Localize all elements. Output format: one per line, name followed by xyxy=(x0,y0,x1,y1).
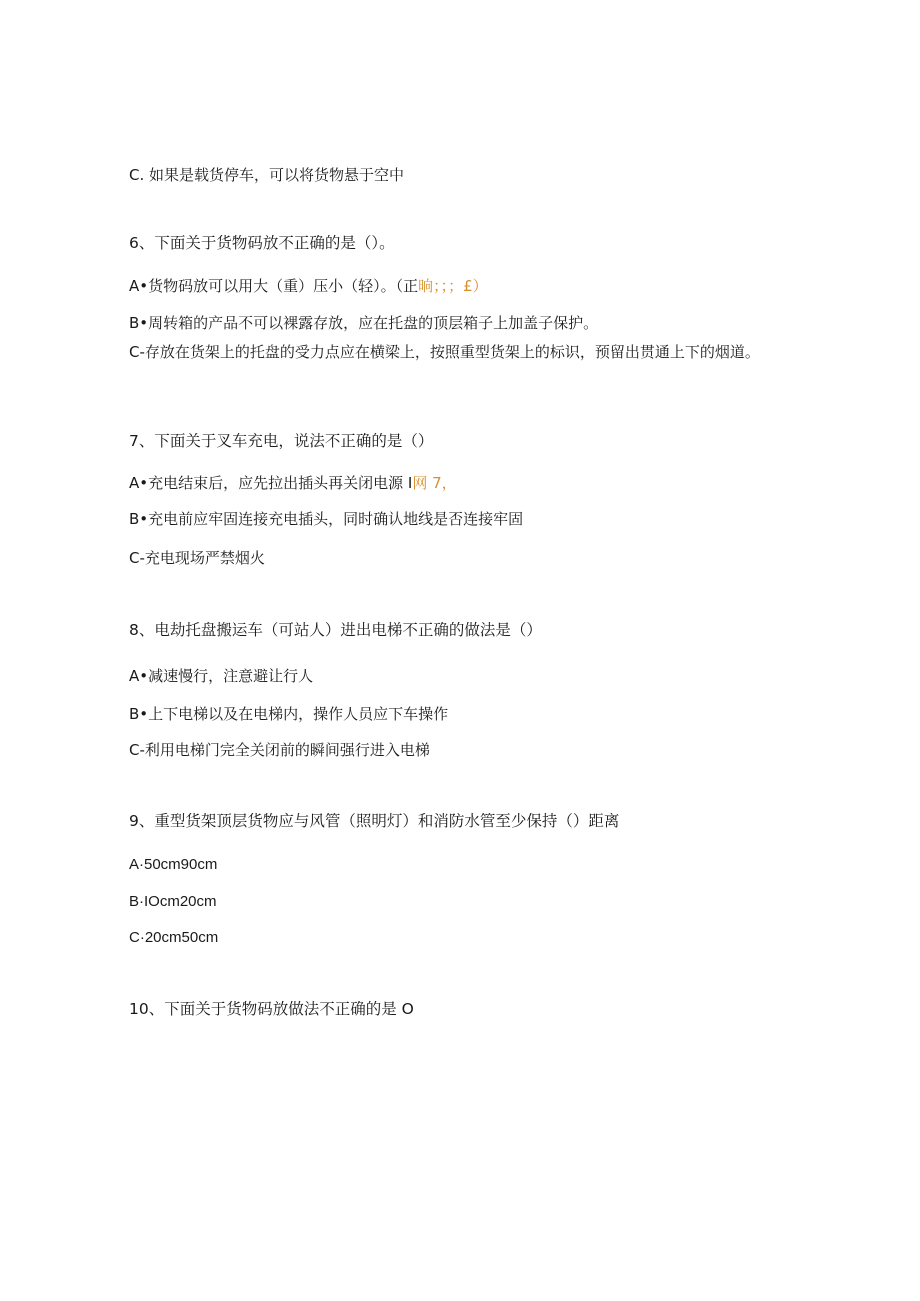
q8-option-a: A•减速慢行，注意避让行人 xyxy=(129,667,314,685)
q7-option-c: C-充电现场严禁烟火 xyxy=(129,549,265,567)
q7-option-b: B•充电前应牢固连接充电插头，同时确认地线是否连接牢固 xyxy=(129,510,524,528)
q8-option-b: B•上下电梯以及在电梯内，操作人员应下车操作 xyxy=(129,705,449,723)
q9-option-a: A·50cm90cm xyxy=(129,856,218,873)
q10-stem: 10、下面关于货物码放做法不正确的是 O xyxy=(129,1000,414,1018)
q9-stem: 9、重型货架顶层货物应与风管（照明灯）和消防水管至少保持（）距离 xyxy=(129,812,620,830)
q8-stem: 8、电劫托盘搬运车（可站人）进出电梯不正确的做法是（） xyxy=(129,621,542,639)
q7-stem: 7、下面关于叉车充电，说法不正确的是（） xyxy=(129,432,434,450)
q8-option-c: C-利用电梯门完全关闭前的瞬间强行进入电梯 xyxy=(129,741,430,759)
q6-option-a-note: 晌；；；£） xyxy=(418,277,488,295)
q6-option-c: C-存放在货架上的托盘的受力点应在横梁上，按照重型货架上的标识，预留出贯通上下的烟道。 xyxy=(129,343,760,361)
q6-option-a-text: A•货物码放可以用大（重）压小（轻）。（正 xyxy=(129,277,419,295)
q6-stem: 6、下面关于货物码放不正确的是（）。 xyxy=(129,234,395,252)
q7-option-a-text: A•充电结束后，应先拉出插头再关闭电源 I xyxy=(129,474,413,492)
q7-option-a-note: 网 7， xyxy=(412,474,457,492)
q5-option-c: C. 如果是载货停车，可以将货物悬于空中 xyxy=(129,166,405,184)
q9-option-c: C·20cm50cm xyxy=(129,929,219,946)
q6-option-b: B•周转箱的产品不可以裸露存放，应在托盘的顶层箱子上加盖子保护。 xyxy=(129,314,599,332)
q9-option-b: B·IOcm20cm xyxy=(129,893,217,910)
q6-option-a xyxy=(129,279,488,294)
q7-option-a xyxy=(129,476,457,491)
